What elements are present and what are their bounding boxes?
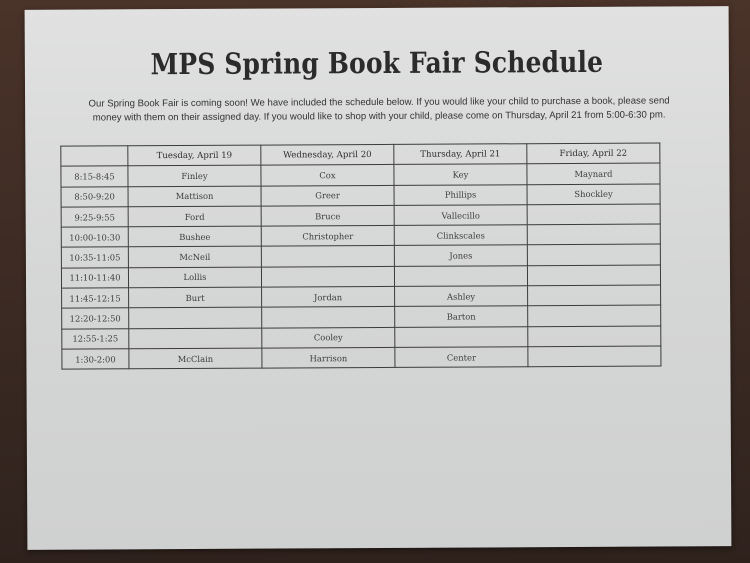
wednesday-cell <box>262 307 395 328</box>
thursday-cell: Jones <box>394 245 527 266</box>
wednesday-cell: Christopher <box>261 226 394 247</box>
tuesday-cell: Lollis <box>128 267 261 288</box>
friday-cell <box>527 245 660 266</box>
tuesday-cell: McClain <box>129 348 262 369</box>
tuesday-cell: Mattison <box>128 186 261 207</box>
header-cell-thursday: Thursday, April 21 <box>394 144 527 165</box>
friday-cell <box>527 265 660 286</box>
friday-cell: Maynard <box>527 163 660 184</box>
thursday-cell: Ashley <box>395 286 528 307</box>
friday-cell <box>527 224 660 245</box>
friday-cell <box>527 204 660 225</box>
friday-cell <box>528 305 661 326</box>
thursday-cell: Barton <box>395 306 528 327</box>
time-cell: 10:00-10:30 <box>61 227 128 248</box>
thursday-cell: Clinkscales <box>394 225 527 246</box>
friday-cell <box>528 326 661 347</box>
thursday-cell: Vallecillo <box>394 205 527 226</box>
time-cell: 8:50-9:20 <box>61 186 128 207</box>
header-cell-time <box>61 146 128 167</box>
wednesday-cell: Cox <box>261 165 394 186</box>
tuesday-cell: McNeil <box>128 247 261 268</box>
header-cell-tuesday: Tuesday, April 19 <box>128 145 261 166</box>
wednesday-cell: Cooley <box>262 327 395 348</box>
tuesday-cell <box>129 307 262 328</box>
paper-sheet <box>25 6 732 550</box>
time-cell: 10:35-11:05 <box>61 247 128 268</box>
thursday-cell <box>395 326 528 347</box>
time-cell: 12:55-1:25 <box>62 328 129 349</box>
wednesday-cell: Jordan <box>262 286 395 307</box>
tuesday-cell: Ford <box>128 206 261 227</box>
tuesday-cell: Burt <box>129 287 262 308</box>
time-cell: 11:45-12:15 <box>62 288 129 309</box>
time-cell: 1:30-2:00 <box>62 349 129 370</box>
intro-paragraph: Our Spring Book Fair is coming soon! We have included the schedule below. If you would like your child to purchase a book, please send money with them on their assigned day. If you would like to shop with your child, please come on Thursday, April 21 from 5:00-6:30 pm. <box>88 95 670 124</box>
header-cell-friday: Friday, April 22 <box>527 143 660 164</box>
tuesday-cell <box>129 328 262 349</box>
time-cell: 9:25-9:55 <box>61 207 128 228</box>
wednesday-cell <box>261 266 394 287</box>
friday-cell: Shockley <box>527 184 660 205</box>
thursday-cell <box>394 265 527 286</box>
time-cell: 8:15-8:45 <box>61 166 128 187</box>
thursday-cell: Phillips <box>394 184 527 205</box>
thursday-cell: Center <box>395 347 528 368</box>
wednesday-cell <box>261 246 394 267</box>
thursday-cell: Key <box>394 164 527 185</box>
friday-cell <box>528 285 661 306</box>
wednesday-cell: Bruce <box>261 205 394 226</box>
tuesday-cell: Bushee <box>128 226 261 247</box>
time-cell: 11:10-11:40 <box>61 268 128 289</box>
schedule-table <box>60 143 661 370</box>
time-cell: 12:20-12:50 <box>62 308 129 329</box>
friday-cell <box>528 346 661 367</box>
table-row <box>62 346 661 369</box>
header-cell-wednesday: Wednesday, April 20 <box>261 144 394 165</box>
tuesday-cell: Finley <box>128 165 261 186</box>
wednesday-cell: Greer <box>261 185 394 206</box>
wednesday-cell: Harrison <box>262 347 395 368</box>
page-title: MPS Spring Book Fair Schedule <box>150 44 604 82</box>
